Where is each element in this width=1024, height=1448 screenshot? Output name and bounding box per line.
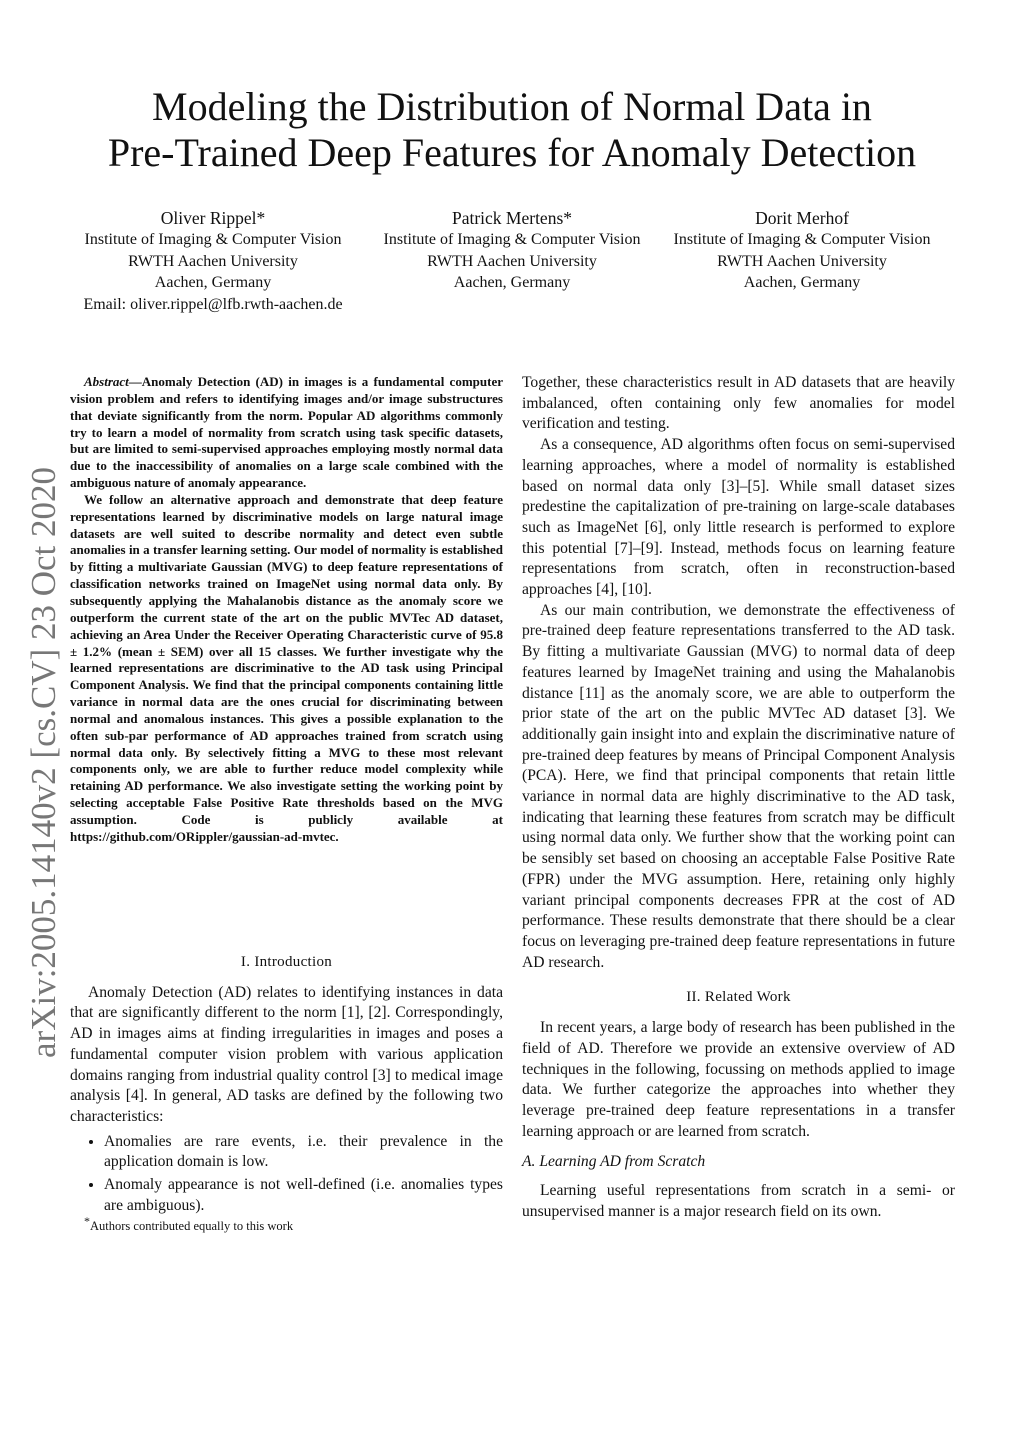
- list-item: • Anomalies are rare events, i.e. their prevalence in the application domain is low.: [104, 1132, 503, 1173]
- abstract: [70, 374, 503, 846]
- author-name: Oliver Rippel*: [160, 208, 266, 228]
- author-location: Aachen, Germany: [453, 274, 571, 291]
- abstract-text-1: —Anomaly Detection (AD) in images is a fundamental computer vision problem and refers to identifying images and/or image substructures that deviate significantly from the norm. Popular AD algorithms commonly try to learn a model of normality from scratch using task specific datasets, but are limited to semi-supervised approaches employing mostly normal data due to the inaccessibility of anomalies on a large scale combined with the ambiguous nature of anomaly appearance.: [70, 374, 503, 491]
- intro-paragraph-1: Anomaly Detection (AD) relates to identifying instances in data that are significantly different to the norm [1], [2]. Correspondingly, AD in images aims at finding irregularities in images and poses a fundamental computer vision problem with various application domains ranging from industrial quality control [3] to medical image analysis [4]. In general, AD tasks are defined by the following two characteristics:: [70, 983, 503, 1125]
- arxiv-sidebar-id: arXiv:2005.14140v2 [cs.CV] 23 Oct 2020: [24, 466, 63, 1058]
- author-block-2: [367, 207, 657, 294]
- paper-title: [60, 84, 964, 176]
- right-paragraph-4: Learning useful representations from scratch in a semi- or unsupervised manner is a major research field on its own.: [522, 1182, 955, 1220]
- author-location: Aachen, Germany: [743, 274, 861, 291]
- footnote-asterisk-icon: *: [84, 1214, 90, 1228]
- abstract-paragraph-1: [70, 374, 503, 492]
- right-paragraph-3: In recent years, a large body of research has been published in the field of AD. Therefore we provide an extensive overview of AD techniques in the following, focussing on methods applied to image data. We further categorize the approaches into whether they leverage pre-trained deep feature representations in a transfer learning approach or are learned from scratch.: [522, 1019, 955, 1140]
- footnote-text: Authors contributed equally to this work: [90, 1219, 294, 1234]
- author-university: RWTH Aachen University: [128, 252, 298, 270]
- author-affiliation: Institute of Imaging & Computer Vision: [84, 231, 342, 248]
- list-item: • Anomaly appearance is not well-defined (i.e. anomalies types are ambiguous).: [104, 1175, 503, 1216]
- title-line-1: Modeling the Distribution of Normal Data in: [152, 84, 872, 129]
- author-affiliation: Institute of Imaging & Computer Vision: [673, 231, 931, 248]
- author-block-1: [68, 207, 358, 315]
- footnote: [84, 1214, 293, 1234]
- section-heading-related-work: II. Related Work: [686, 989, 791, 1006]
- author-email: Email: oliver.rippel@lfb.rwth-aachen.de: [83, 295, 343, 313]
- author-university: RWTH Aachen University: [427, 252, 597, 270]
- title-line-2: Pre-Trained Deep Features for Anomaly Detection: [107, 130, 917, 175]
- introduction-section: [70, 940, 503, 1218]
- right-column: [522, 373, 955, 1222]
- author-university: RWTH Aachen University: [717, 252, 887, 270]
- right-paragraph-1: As a consequence, AD algorithms often focus on semi-supervised learning approaches, where a model of normality is established based on normal data only [3]–[5]. While small dataset sizes predestine the capitalization of pre-training on large-scale databases such as ImageNet [6], only little research is performed to explore this potential [7]–[9]. Instead, methods focus on learning feature representations from scratch, often in reconstruction-based approaches [4], [10].: [522, 436, 955, 599]
- subsection-heading: A. Learning AD from Scratch: [522, 1153, 706, 1171]
- right-paragraph-2: As our main contribution, we demonstrate the effectiveness of pre-trained deep feature representations transferred to the AD task. By fitting a multivariate Gaussian (MVG) to normal data of deep features learned by ImageNet training and using the Mahalanobis distance [11] as the anomaly score, we are able to outperform the prior state of the art on the public MVTec AD dataset [3]. We additionally gain insight into and explain the discriminative nature of pre-trained deep features by means of Principal Component Analysis (PCA). Here, we find that principal components that retain little variance in normal data are highly discriminative to the AD task, indicating that learning these features from scratch may be difficult using normal data only. We further show that the working point can be sensibly set based on choosing an acceptable False Positive Rate (FPR) under the MVG assumption. Here, retaining only highly variant principal components decreases FPR at the cost of AD performance. These results demonstrate that there should be a clear focus on leveraging pre-trained deep feature representations in future AD research.: [522, 601, 955, 971]
- intro-bullet-list: [70, 1132, 503, 1217]
- author-name: Dorit Merhof: [755, 208, 849, 228]
- author-affiliation: Institute of Imaging & Computer Vision: [383, 231, 641, 248]
- abstract-paragraph-2: We follow an alternative approach and demonstrate that deep feature representations learned by discriminative models on large natural image datasets are well suited to describe normality and detect even subtle anomalies in a transfer learning setting. Our model of normality is established by fitting a multivariate Gaussian (MVG) to deep feature representations of classification networks trained on ImageNet using normal data only. By subsequently applying the Mahalanobis distance as the anomaly score we outperform the current state of the art on the public MVTec AD dataset, achieving an Area Under the Receiver Operating Characteristic curve of 95.8 ± 1.2% (mean ± SEM) over all 15 classes. We further investigate why the learned representations are discriminative to the AD task using Principal Component Analysis. We find that the principal components containing little variance in normal data are the ones crucial for discriminating between normal and anomalous instances. This gives a possible explanation to the often sub-par performance of AD approaches trained from scratch using normal data only. By selectively fitting a MVG to these most relevant components only, we are able to further reduce model complexity while retaining AD performance. We also investigate setting the working point by selecting acceptable False Positive Rate thresholds based on the MVG assumption. Code is publicly available at https://github.com/ORippler/gaussian-ad-mvtec.: [70, 491, 503, 844]
- right-paragraph-0: Together, these characteristics result in AD datasets that are heavily imbalanced, often containing only few anomalies for model verification and testing.: [522, 374, 955, 433]
- author-block-3: [657, 207, 947, 294]
- author-location: Aachen, Germany: [154, 274, 272, 291]
- author-name: Patrick Mertens*: [451, 208, 573, 228]
- section-heading-introduction: I. Introduction: [240, 954, 333, 970]
- abstract-label: Abstract: [84, 374, 129, 389]
